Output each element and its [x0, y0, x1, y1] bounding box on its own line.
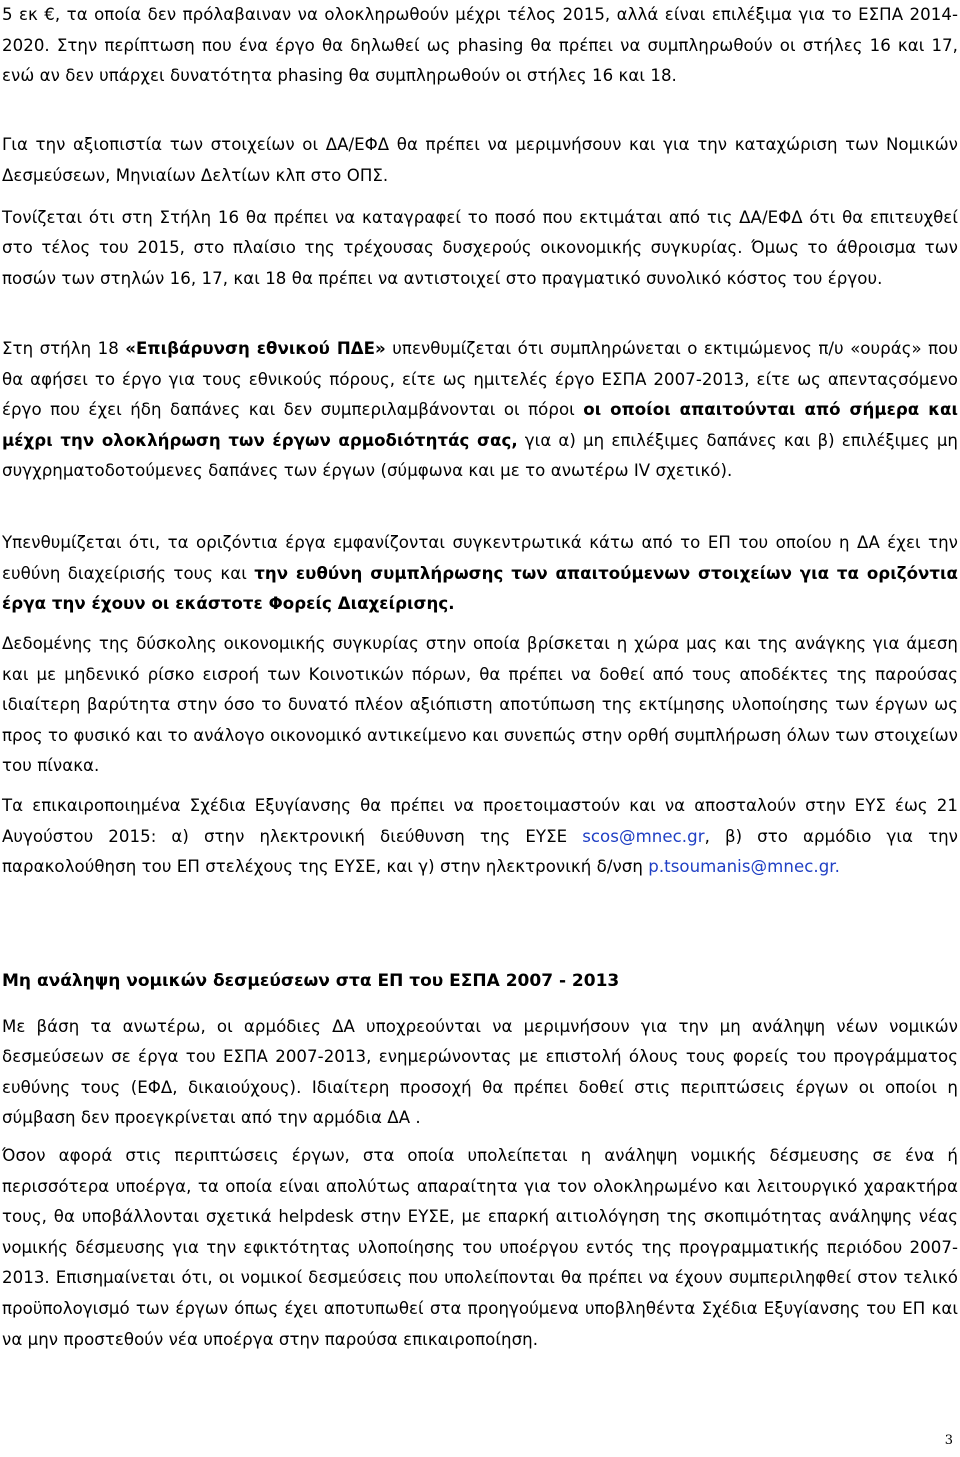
page-number: 3 [944, 1433, 953, 1448]
paragraph-column-18-text-3: για α) μη επιλέξιμες δαπάνες και β) επιλέξιμες μη συγχρηματοδοτούμενες δαπάνες των έργων (σύμφωνα και με το ανωτέρω IV σχετικό). [2, 430, 958, 481]
section-heading: Μη ανάληψη νομικών δεσμεύσεων στα ΕΠ του ΕΣΠΑ 2007 - 2013 [2, 971, 620, 991]
paragraph-horizontal-bold: την ευθύνη συμπλήρωσης των απαιτούμενων στοιχείων για τα οριζόντια έργα την έχουν οι εκάστοτε Φορείς Διαχείρισης. [2, 563, 958, 614]
email-link-tsoumanis[interactable]: p.tsoumanis@mnec.gr. [648, 857, 840, 877]
paragraph-column-18-bold-2: οι οποίοι απαιτούνται από σήμερα και μέχρι την ολοκλήρωση των έργων αρμοδιότητάς σας, [2, 400, 958, 450]
paragraph-horizontal-projects [2, 528, 958, 620]
paragraph-horizontal-text: Υπενθυμίζεται ότι, τα οριζόντια έργα εμφανίζονται συγκεντρωτικά κάτω από το ΕΠ του οποίου η ΔΑ έχει την ευθύνη διαχείρισής τους και [2, 533, 958, 583]
paragraph-economic-situation: Δεδομένης της δύσκολης οικονομικής συγκυρίας στην οποία βρίσκεται η χώρα μας και της ανάγκης για άμεση και με μηδενικό ρίσκο εισροή των Κοινοτικών πόρων, θα πρέπει να δοθεί από τους αποδέκτες της παρούσας ιδιαίτερη βαρύτητα στην όσο το δυνατό πλέον αξιόπιστη αποτύπωση της εκτίμησης υλοποίησης των έργων ως προς το φυσικό και το ανάλογο οικονομικό αντικείμενο και συνεπώς στην ορθή συμπλήρωση όλων των στοιχείων του πίνακα. [2, 634, 958, 776]
paragraph-plans-text-2: , β) στο αρμόδιο για την παρακολούθηση του ΕΠ στελέχους της ΕΥΣΕ, και γ) στην ηλεκτρονική δ/νση [2, 826, 959, 877]
paragraph-plans-text-1: Τα επικαιροποιημένα Σχέδια Εξυγίανσης θα πρέπει να προετοιμαστούν και να αποσταλούν στην ΕΥΣ έως 21 Αυγούστου 2015: α) στην ηλεκτρονική διεύθυνση της ΕΥΣΕ [2, 796, 958, 846]
paragraph-missing-commitments: Όσον αφορά στις περιπτώσεις έργων, στα οποία υπολείπεται η ανάληψη νομικής δέσμευσης σε ένα ή περισσότερα υποέργα, τα οποία είναι απολύτως απαραίτητα για τον ολοκληρωμένο και λειτουργικό χαρακτήρα τους, θα υποβάλλονται σχετικά helpdesk στην ΕΥΣΕ, με επαρκή αιτιολόγηση της σκοπιμότητας ανάληψης νέας νομικής δέσμευσης για την εφικτότητας υλοποίησης του υποέργου εντός της προγραμματικής περιόδου 2007-2013. Επισημαίνεται ότι, οι νομικοί δεσμεύσεις που υπολείπονται θα πρέπει να έχουν συμπεριληφθεί στον τελικό προϋπολογισμό των έργων όπως έχει αποτυπωθεί στα προηγούμενα υποβληθέντα Σχέδια Εξυγίανσης του ΕΠ και να μην προστεθούν νέα υποέργα στην παρούσα επικαιροποίηση. [2, 1146, 958, 1349]
paragraph-column-18-bold-1: «Επιβάρυνση εθνικού ΠΔΕ» [125, 339, 386, 358]
paragraph-column-18-text-2: υπενθυμίζεται ότι συμπληρώνεται ο εκτιμώμενος π/υ «ουράς» που θα αφήσει το έργο για τους εθνικούς πόρους, είτε ως ημιτελές έργο ΕΣΠΑ 2007-2013, είτε ως απενταςσόμενο έργο που έχει ήδη δαπάνες και δεν συμπεριλαμβάνονται οι πόροι [2, 339, 959, 420]
paragraph-column-16: Τονίζεται ότι στη Στήλη 16 θα πρέπει να καταγραφεί το ποσό που εκτιμάται από τις ΔΑ/ΕΦΔ ότι θα επιτευχθεί στο τέλος του 2015, στο πλαίσιο της τρέχουσας δυσχερούς οικονομικής συγκυρίας. Όμως το άθροισμα των ποσών των στηλών 16, 17, και 18 θα πρέπει να αντιστοιχεί στο πραγματικό συνολικό κόστος του έργου. [2, 208, 958, 288]
paragraph-column-18-text-1: Στη στήλη 18 [2, 339, 126, 358]
paragraph-phasing: 5 εκ €, τα οποία δεν πρόλαβαιναν να ολοκληρωθούν μέχρι τέλος 2015, αλλά είναι επιλέξιμα για το ΕΣΠΑ 2014-2020. Στην περίπτωση που ένα έργο θα δηλωθεί ως phasing θα πρέπει να συμπληρωθούν οι στήλες 16 και 17, ενώ αν δεν υπάρχει δυνατότητα phasing θα συμπληρωθούν οι στήλες 16 και 18. [2, 5, 958, 86]
paragraph-column-18 [2, 334, 958, 487]
email-link-scos[interactable]: scos@mnec.gr [582, 826, 705, 846]
paragraph-no-new-commitments: Με βάση τα ανωτέρω, οι αρμόδιες ΔΑ υποχρεούνται να μεριμνήσουν για την μη ανάληψη νέων νομικών δεσμεύσεων σε έργα του ΕΣΠΑ 2007-2013, ενημερώνοντας με επιστολή όλους τους φορείς του προγράμματος ευθύνης τους (ΕΦΔ, δικαιούχους). Ιδιαίτερη προσοχή θα πρέπει δοθεί στις περιπτώσεις έργων οι οποίοι η σύμβαση δεν προεγκρίνεται από την αρμόδια ΔΑ . [2, 1017, 958, 1127]
paragraph-restructuring-plans [2, 791, 958, 883]
paragraph-reliability: Για την αξιοπιστία των στοιχείων οι ΔΑ/ΕΦΔ θα πρέπει να μεριμνήσουν και για την καταχώριση των Νομικών Δεσμεύσεων, Μηνιαίων Δελτίων κλπ στο ΟΠΣ. [2, 135, 958, 185]
